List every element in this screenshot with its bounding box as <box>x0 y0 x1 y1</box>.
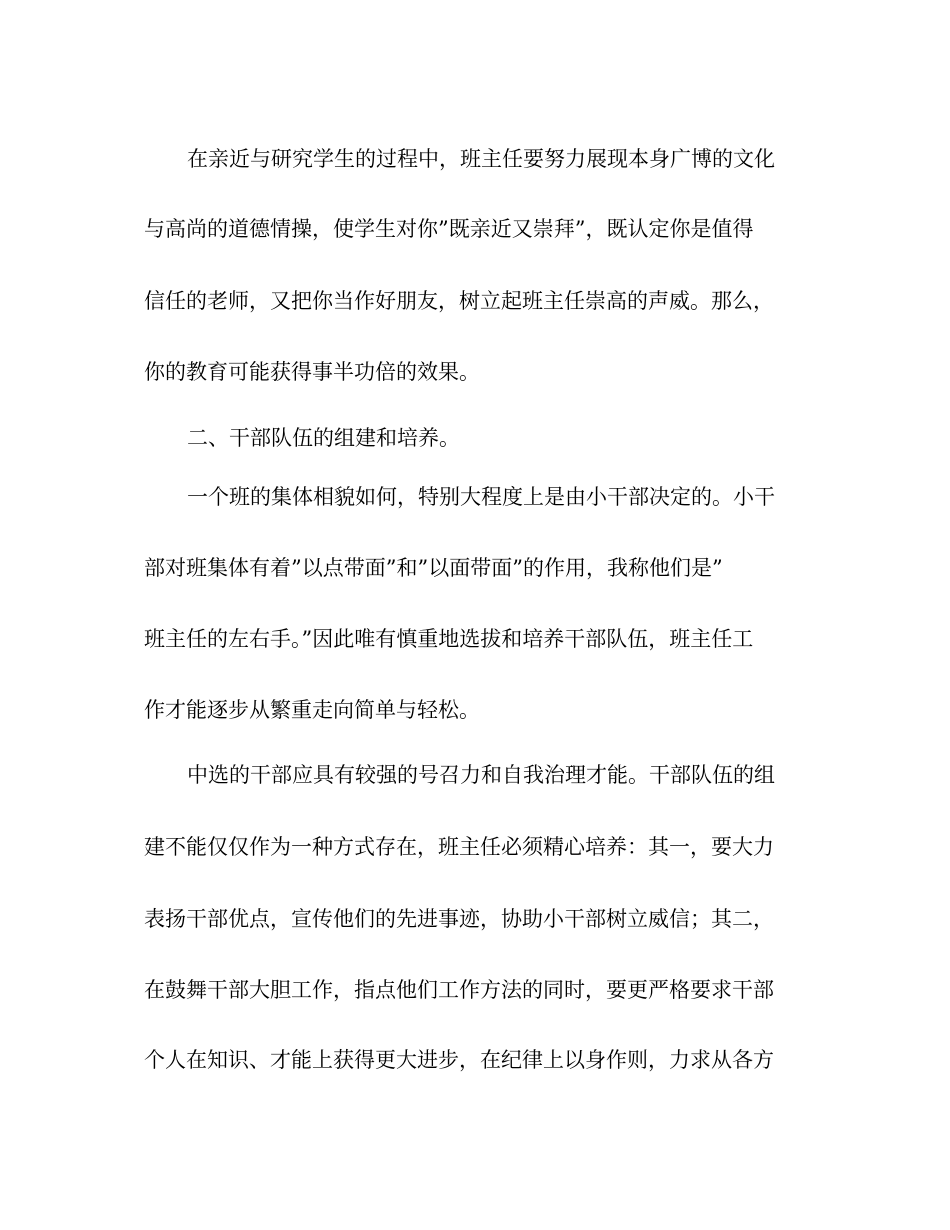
paragraph-3-line-2: 建不能仅仅作为一种方式存在，班主任必须精心培养：其一，要大力 <box>144 835 774 859</box>
paragraph-1-line-4: 你的教育可能获得事半功倍的效果。 <box>144 360 480 384</box>
paragraph-1-line-2: 与高尚的道德情操，使学生对你”既亲近又崇拜”，既认定你是值得 <box>144 217 754 241</box>
paragraph-2-line-3: 班主任的左右手。”因此唯有慎重地选拔和培养干部队伍，班主任工 <box>144 627 754 651</box>
paragraph-3-line-3: 表扬干部优点，宣传他们的先进事迹，协助小干部树立威信；其二， <box>144 907 774 931</box>
paragraph-1-line-3: 信任的老师，又把你当作好朋友，树立起班主任崇高的声威。那么， <box>144 289 774 313</box>
paragraph-2-line-2: 部对班集体有着”以点带面”和”以面带面”的作用，我称他们是” <box>144 556 723 580</box>
paragraph-2-line-4: 作才能逐步从繁重走向简单与轻松。 <box>144 698 480 722</box>
paragraph-3-line-1: 中选的干部应具有较强的号召力和自我治理才能。干部队伍的组 <box>187 763 775 787</box>
section-heading: 二、干部队伍的组建和培养。 <box>187 426 460 450</box>
paragraph-3-line-4: 在鼓舞干部大胆工作，指点他们工作方法的同时，要更严格要求干部 <box>144 978 774 1002</box>
paragraph-1-line-1: 在亲近与研究学生的过程中，班主任要努力展现本身广博的文化 <box>187 147 775 171</box>
paragraph-2-line-1: 一个班的集体相貌如何，特别大程度上是由小干部决定的。小干 <box>187 485 775 509</box>
paragraph-3-line-5: 个人在知识、才能上获得更大进步，在纪律上以身作则，力求从各方 <box>144 1048 774 1072</box>
